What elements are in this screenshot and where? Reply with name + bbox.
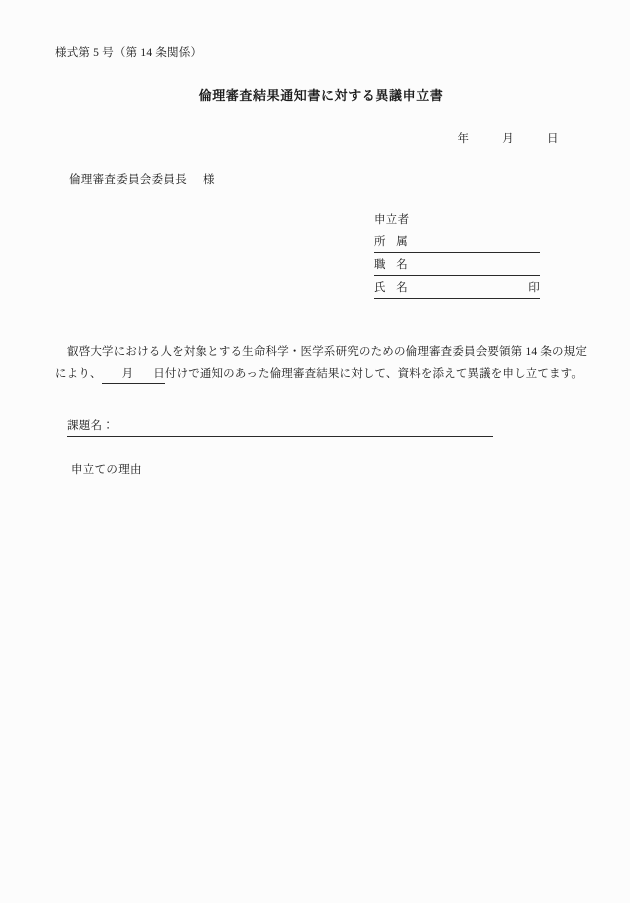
notification-day-label: 日 [153,368,165,380]
applicant-field-affiliation-label: 所属 [374,236,408,248]
applicant-field-position[interactable] [374,256,540,276]
subject-line [55,417,587,437]
body-text-part2: 付けで通知のあった倫理審査結果に対して、資料を添えて異議を申し立てます。 [164,368,584,380]
applicant-field-name-label: 氏名 [374,282,408,294]
addressee-name: 倫理審査委員会委員長 [69,174,187,186]
date-month-label: 月 [502,133,515,145]
date-day-label: 日 [547,133,559,145]
applicant-block [55,211,587,299]
body-paragraph [55,341,587,385]
applicant-field-position-label: 職名 [374,259,408,271]
form-number: 様式第 5 号（第 14 条関係） [55,47,203,59]
addressee [55,171,587,189]
body-text-part1: 叡啓大学における人を対象とする生命科学・医学系研究のための倫理審査委員会要領第 14 条の規定により、 [55,346,587,380]
applicant-heading: 申立者 [374,214,410,226]
document-body [55,44,587,480]
notification-month-label: 月 [121,368,134,380]
applicant-field-name[interactable] [374,279,540,299]
applicant-field-affiliation[interactable] [374,233,540,253]
page-title: 倫理審査結果通知書に対する異議申立書 [198,88,444,103]
subject-label: 課題名： [67,420,115,432]
subject-field[interactable] [67,417,493,437]
date-line [55,130,587,148]
date-year-label: 年 [457,133,470,145]
notification-date-blank[interactable] [102,366,165,384]
addressee-honorific: 様 [203,174,215,186]
reason-label: 申立ての理由 [71,464,142,476]
seal-mark: 印 [528,282,540,294]
